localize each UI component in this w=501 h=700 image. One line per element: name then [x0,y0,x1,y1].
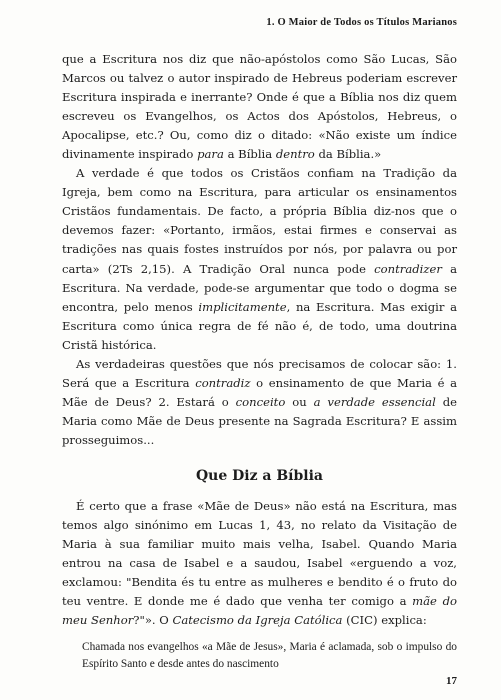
italic-run: contradizer [374,261,442,276]
block-quote: Chamada nos evangelhos «a Mãe de Jesus», Maria é aclamada, sob o impulso do Espírito Santo e desde antes do nascimento [82,641,457,671]
text-run: a Escritura. Na verdade, pode-se argumentar que todo o dogma se encontra, pelo menos [62,261,457,314]
section-heading: Que Diz a Bíblia [195,467,324,484]
text-run: , na Escritura. Mas exigir a Escritura como única regra de fé não é, de todo, uma doutrina Cristã histórica. [62,299,457,352]
italic-run: dentro [275,147,315,162]
paragraph-1 [62,50,457,164]
page-number: 17 [446,675,457,687]
text-run: a Bíblia [223,147,276,162]
text-run: o ensinamento de que Maria é a Mãe de Deus? 2. Estará o [62,375,457,409]
italic-run: contradiz [195,375,251,390]
text-run: de Maria como Mãe de Deus presente na Sagrada Escritura? E assim prosseguimos... [62,394,458,447]
italic-run: implicitamente [198,299,287,314]
page-body [62,50,457,673]
text-run: As verdadeiras questões que nós precisamos de colocar são: 1. Será que a Escritura [62,356,457,390]
italic-run: a verdade essencial [313,394,436,409]
text-run: É certo que a frase «Mãe de Deus» não está na Escritura, mas temos algo sinónimo em Lucas 1, 43, no relato da Visitação de Maria à sua familiar muito mais velha, Isabel. Quando Maria entrou na casa de Isabel e a saudou, Isabel «erguendo a voz, exclamou: "Bendita és tu entre as mulheres e bendito é o fruto do teu ventre. E donde me é dado que venha ter comigo a [62,498,457,609]
italic-run: mãe do meu Senhor [62,594,457,628]
italic-run: conceito [235,394,286,409]
text-run: ?"». O [133,613,173,628]
text-run: (CIC) explica: [342,613,427,628]
text-run: da Bíblia.» [314,147,382,162]
running-head: 1. O Maior de Todos os Títulos Marianos [266,17,457,28]
paragraph-2 [62,164,457,354]
text-run: ou [285,394,314,409]
paragraph-4 [62,497,457,630]
text-run: que a Escritura nos diz que não-apóstolos como São Lucas, São Marcos ou talvez o autor inspirado de Hebreus poderiam escrever Escritura inspirada e inerrante? Onde é que a Bíblia nos diz quem escreveu os Evangelhos, os Actos dos Apóstolos, Hebreus, o Apocalipse, etc.? Ou, como diz o ditado: «Não existe um índice divinamente inspirado [62,52,457,162]
italic-run: para [197,147,224,162]
text-run: A verdade é que todos os Cristãos confiam na Tradição da Igreja, bem como na Escritura, para articular os ensinamentos Cristãos fundamentais. De facto, a própria Bíblia diz-nos que o devemos fazer: «Portanto, irmãos, estai firmes e conservai as tradições nas quais fostes instruídos por nós, por palavra ou por carta» (2Ts 2,15). A Tradição Oral nunca pode [62,166,457,276]
italic-run: Catecismo da Igreja Católica [172,613,343,628]
paragraph-3 [62,355,457,450]
